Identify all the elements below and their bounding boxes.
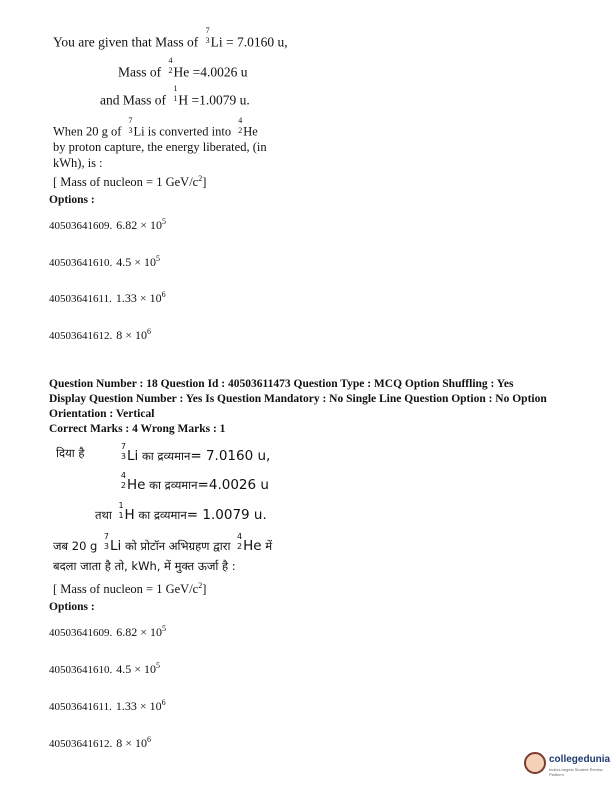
option-1[interactable]: 40503641609. $6.82 \times 10^5$ [49, 217, 167, 232]
q17-question-line1: When 20 g of 7 3 Li is converted into 4 2 He [53, 116, 258, 139]
options-label-2: Options : [49, 601, 95, 613]
q18-question-line2: बदला जाता है तो, kWh, में मुक्त ऊर्जा है : [53, 559, 236, 573]
q18-meta-line3: Orientation : Vertical [49, 408, 155, 420]
q18-given-he: 4 2 He का द्रव्यमान=4.0026 u [120, 470, 269, 493]
logo-text: collegedunia [549, 754, 611, 765]
q18-question-line1: जब 20 g 7 3 Li को प्रोटॉन अभिग्रहण द्वारा 4 2 He में [53, 531, 273, 554]
q18-meta-line4: Correct Marks : 4 Wrong Marks : 1 [49, 423, 226, 435]
options-label-1: Options : [49, 194, 95, 206]
option-4-q18[interactable]: 40503641612. $8 \times 10^6$ [49, 735, 152, 750]
option-4[interactable]: 40503641612. $8 \times 10^6$ [49, 327, 152, 342]
option-2-q18[interactable]: 40503641610. $4.5 \times 10^5$ [49, 661, 161, 676]
q18-question-line3: [ Mass of nucleon = 1 GeV/$c^2$] [53, 581, 207, 597]
q18-meta-line1: Question Number : 18 Question Id : 40503611473 Question Type : MCQ Option Shuffling : Yes [49, 378, 514, 390]
q18-given-label: दिया है [56, 446, 85, 460]
option-3-q18[interactable]: 40503641611. $1.33 \times 10^6$ [49, 698, 166, 713]
collegedunia-logo [524, 750, 610, 780]
q17-question-line4: [ Mass of nucleon = 1 GeV/$c^2$] [53, 174, 207, 190]
q18-given-h: तथा 1 1 H का द्रव्यमान= 1.0079 u. [95, 500, 267, 523]
option-1-q18[interactable]: 40503641609. $6.82 \times 10^5$ [49, 624, 167, 639]
he-nuclide: 4 2 [168, 56, 173, 75]
option-2[interactable]: 40503641610. $4.5 \times 10^5$ [49, 254, 161, 269]
logo-tagline: India's largest Student Review Platform [549, 767, 603, 777]
q18-meta-line2: Display Question Number : Yes Is Question Mandatory : No Single Line Question Option : No Option [49, 393, 547, 405]
option-3[interactable]: 40503641611. $1.33 \times 10^6$ [49, 290, 166, 305]
li-nuclide: 7 3 [205, 26, 210, 45]
mascot-icon [524, 752, 546, 774]
h-nuclide: 1 1 [173, 84, 178, 103]
q18-given-li: 7 3 Li का द्रव्यमान= 7.0160 u, [120, 441, 271, 464]
q17-given-li: You are given that Mass of 7 3 Li = 7.0160 u, [53, 26, 288, 50]
q17-given-he: Mass of 4 2 He =4.0026 u [118, 56, 248, 80]
q17-given-h: and Mass of 1 1 H =1.0079 u. [100, 84, 250, 108]
q17-question-line2: by proton capture, the energy liberated, (in [53, 140, 267, 154]
q17-question-line3: kWh), is : [53, 156, 103, 170]
